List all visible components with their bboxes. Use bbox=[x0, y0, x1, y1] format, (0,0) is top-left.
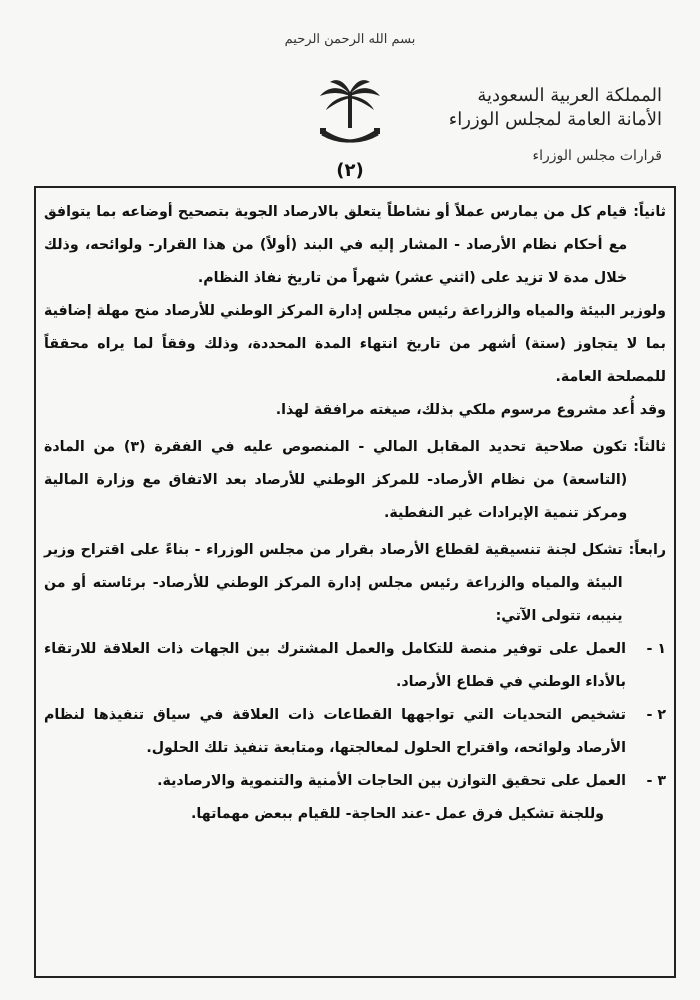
section-label: ثالثاً: bbox=[633, 439, 666, 455]
section-closing: وللجنة تشكيل فرق عمل -عند الحاجة- للقيام ببعض مهماتها. bbox=[191, 806, 604, 822]
document-body bbox=[44, 196, 666, 831]
section-third bbox=[44, 431, 666, 530]
list-item-text: العمل على تحقيق التوازن بين الحاجات الأمنية والتنموية والارصادية. bbox=[157, 773, 626, 789]
section-text: تكون صلاحية تحديد المقابل المالي - المنصوص عليه في الفقرة (٣) من المادة (التاسعة) من نظام الأرصاد- للمركز الوطني للأرصاد بعد الاتفاق مع وزارة المالية ومركز تنمية الإيرادات غير النفطية. bbox=[44, 439, 628, 521]
section-second bbox=[44, 196, 666, 295]
list-item-text: العمل على توفير منصة للتكامل والعمل المشترك بين الجهات ذات العلاقة للارتقاء بالأداء الوطني في قطاع الأرصاد. bbox=[44, 641, 626, 690]
page-number: (٢) bbox=[336, 160, 364, 181]
letterhead-kingdom: المملكة العربية السعودية bbox=[477, 85, 662, 106]
section-fourth bbox=[44, 534, 666, 633]
basmala: بسم الله الرحمن الرحيم bbox=[284, 32, 416, 47]
list-item bbox=[44, 765, 666, 798]
section-text: قيام كل من يمارس عملاً أو نشاطاً يتعلق بالارصاد الجوية بتصحيح أوضاعه بما يتوافق مع أحكام نظام الأرصاد - المشار إليه في البند (أولاً) من هذا القرار- ولوائحه، وذلك خلال مدة لا تزيد على (اثني عشر) شهراً من تاريخ نفاذ النظام. bbox=[44, 204, 628, 286]
letterhead-secretariat: الأمانة العامة لمجلس الوزراء bbox=[448, 109, 662, 130]
list-item-number: ٢ - bbox=[646, 707, 666, 723]
letterhead-decisions: قرارات مجلس الوزراء bbox=[532, 148, 662, 164]
saudi-emblem-icon bbox=[318, 78, 382, 154]
section-text: وقد أُعد مشروع مرسوم ملكي بذلك، صيغته مرافقة لهذا. bbox=[275, 402, 666, 418]
section-text: تشكل لجنة تنسيقية لقطاع الأرصاد بقرار من مجلس الوزراء - بناءً على اقتراح وزير البيئة والمياه والزراعة رئيس مجلس إدارة المركز الوطني للأرصاد- برئاسته أو من ينيبه، تتولى الآتي: bbox=[44, 542, 623, 624]
list-item-text: تشخيص التحديات التي تواجهها القطاعات ذات العلاقة في سياق تنفيذها لنظام الأرصاد ولوائحه، واقتراح الحلول لمعالجتها، ومتابعة تنفيذ تلك الحلول. bbox=[44, 707, 626, 756]
list-item-number: ١ - bbox=[646, 641, 666, 657]
section-label: رابعاً: bbox=[628, 542, 666, 558]
list-item bbox=[44, 633, 666, 699]
section-text: ولوزير البيئة والمياه والزراعة رئيس مجلس إدارة المركز الوطني للأرصاد منح مهلة إضافية بما لا يتجاوز (ستة) أشهر من تاريخ انتهاء المدة المحددة، وذلك وفقاً لما يراه محققاً للمصلحة العامة. bbox=[44, 303, 666, 385]
list-item-number: ٣ - bbox=[646, 773, 666, 789]
section-label: ثانياً: bbox=[633, 204, 666, 220]
list-item bbox=[44, 699, 666, 765]
letterhead bbox=[442, 84, 662, 164]
